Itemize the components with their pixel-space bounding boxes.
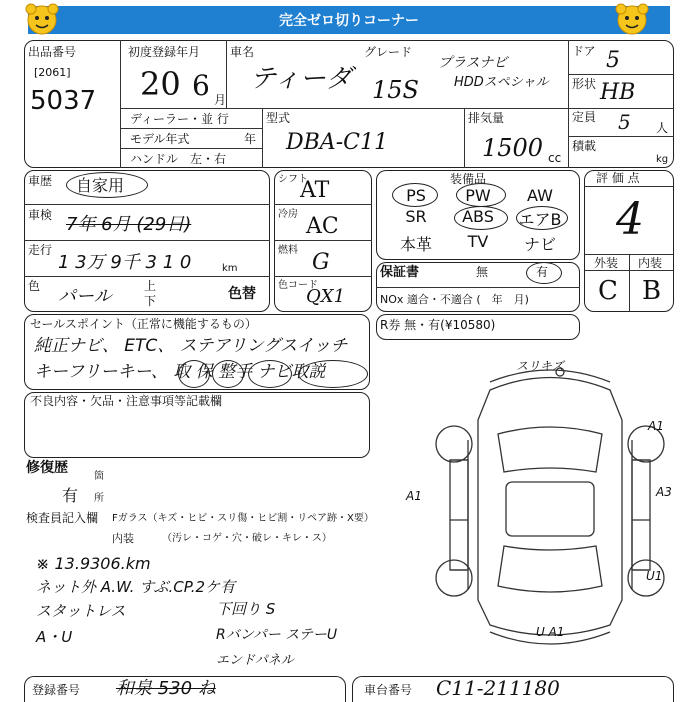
diag-label-scratch: スリキズ	[516, 359, 564, 373]
type-label: 型式	[266, 111, 291, 125]
score-label: 評 価 点	[596, 171, 640, 185]
shift-label: シフト	[278, 174, 308, 185]
ext-label: 外装	[594, 256, 619, 270]
diag-label-u1: U1	[646, 569, 663, 583]
diag-label-a1-left: A1	[406, 489, 422, 503]
model-year-label: モデル年式	[130, 132, 190, 146]
equip-ps-circle	[392, 183, 438, 207]
diag-label-a3: A3	[656, 485, 672, 499]
disp-value: 1500	[482, 134, 544, 162]
capacity-value: 5	[618, 110, 631, 134]
color-label: 色	[28, 279, 41, 293]
equip-sr: SR	[405, 207, 427, 226]
color-up: 上	[144, 279, 157, 293]
int-label: 内装	[638, 256, 663, 270]
note-1: ※ 13.9306.km	[36, 554, 151, 573]
warranty-label: 保証書	[380, 265, 420, 280]
color-down: 下	[144, 294, 157, 308]
note-right-1: 下回り S	[216, 600, 276, 618]
equip-pw-circle	[456, 183, 506, 207]
equip-leather: 本革	[399, 235, 432, 254]
grade-2: プラスナビ	[438, 55, 508, 71]
car-diagram	[410, 360, 690, 650]
inspector-label: 検査員記入欄	[26, 511, 99, 525]
chassis-label: 車台番号	[364, 683, 413, 697]
warranty-none: 無	[476, 265, 489, 279]
note-right-2: Rバンパー ステーU	[216, 627, 338, 643]
diag-label-ua1: U A1	[536, 625, 565, 639]
color-value: パール	[58, 286, 112, 307]
shape-value: HB	[600, 80, 636, 105]
interior-line: （汚レ・コゲ・穴・破レ・キレ・ス）	[162, 533, 332, 544]
equip-abs: ABS	[462, 207, 494, 226]
note-4: A・U	[36, 628, 73, 646]
int-value: B	[642, 276, 662, 306]
grade-1: 15S	[372, 76, 419, 104]
color-code-value: QX1	[306, 286, 346, 307]
reg-label: 登録番号	[32, 683, 81, 697]
ac-label: 冷房	[278, 209, 298, 220]
recycle-label: R券 無・有(¥10580)	[380, 318, 496, 332]
name-label: 車名	[230, 45, 255, 59]
grade-label: グレード	[364, 45, 413, 59]
color-code-label: 色コード	[278, 280, 318, 291]
sales-line-1: 純正ナビ、 ETC、 ステアリングスイッチ	[34, 336, 348, 356]
fuel-value: G	[312, 250, 330, 275]
mascot-icon	[612, 2, 652, 38]
kind-label: 車歴	[28, 174, 53, 188]
mileage-value: 1 3万 9千 3 1 0	[58, 252, 192, 273]
equip-airbag: エアB	[518, 210, 562, 229]
equip-airbag-circle	[516, 206, 568, 230]
equip-tv: TV	[467, 232, 489, 251]
load-unit: kg	[656, 154, 669, 165]
repair-small-1: 箇	[94, 471, 104, 482]
car-name: ティーダ	[250, 64, 352, 94]
handle-label: ハンドル 左・右	[130, 152, 227, 166]
equip-ps: PS	[406, 186, 426, 205]
banner-title: 完全ゼロ切りコーナー	[279, 13, 419, 29]
reg-value: 和泉 530 ね	[116, 678, 216, 699]
first-reg-label: 初度登録年月	[128, 45, 201, 59]
equip-pw: PW	[465, 186, 491, 205]
note-3: スタットレス	[36, 602, 126, 620]
lot-number: 5037	[30, 86, 97, 116]
equip-aw: AW	[527, 186, 553, 205]
disp-label: 排気量	[468, 111, 505, 125]
shaken-value: 7年 6月 (29日)	[66, 214, 192, 235]
grade-3: HDDスペシャル	[454, 75, 549, 90]
warranty-yes: 有	[536, 265, 549, 279]
ext-value: C	[598, 276, 618, 306]
capacity-unit: 人	[656, 121, 669, 135]
lot-label: 出品番号	[28, 45, 77, 59]
door-label: ドア	[572, 44, 596, 58]
month-suffix: 月	[214, 93, 227, 107]
sales-circle-3	[248, 360, 292, 388]
mileage-label: 走行	[28, 243, 53, 257]
lot-small: [2061]	[34, 66, 71, 79]
load-label: 積載	[572, 139, 597, 153]
shaken-label: 車検	[28, 208, 53, 222]
sales-label: セールスポイント（正常に機能するもの）	[30, 317, 257, 331]
diag-label-a1-right: A1	[648, 419, 664, 433]
color-change: 色替	[228, 286, 256, 302]
repair-small-2: 所	[94, 493, 104, 504]
equip-navi: ナビ	[523, 235, 556, 254]
year-mark: 年	[244, 132, 257, 146]
capacity-label: 定員	[572, 110, 597, 124]
equip-label: 装備品	[450, 172, 487, 186]
repair-value: 有	[62, 486, 79, 505]
warranty-circle	[526, 262, 562, 284]
kind-value: 自家用	[76, 176, 125, 195]
kind-circle	[66, 172, 148, 198]
mileage-unit: km	[222, 263, 238, 274]
equip-abs-circle	[454, 206, 508, 230]
repair-label: 修復歴	[26, 460, 68, 476]
sales-circle-1	[178, 360, 210, 388]
first-reg-month: 6	[192, 69, 210, 102]
sales-circle-4	[298, 360, 368, 388]
dealer-label: ディーラー・並 行	[130, 112, 229, 126]
score-value: 4	[616, 194, 644, 245]
door-value: 5	[606, 48, 620, 73]
ac-value: AC	[306, 214, 339, 239]
disp-unit: cc	[548, 151, 562, 165]
sales-line-2: キーフリーキー、 取 保 整手 ナビ取説	[34, 362, 326, 382]
shape-label: 形状	[572, 77, 597, 91]
mascot-icon	[22, 2, 62, 38]
note-right-3: エンドパネル	[216, 653, 294, 668]
fuel-label: 燃料	[278, 245, 298, 256]
type-value: DBA-C11	[286, 130, 388, 155]
defect-label: 不良内容・欠品・注意事項等記載欄	[30, 394, 223, 408]
note-2: ネット外 A.W. すぶ.CP.2ケ有	[36, 578, 236, 596]
sales-circle-2	[212, 360, 244, 388]
interior-label: 内装	[112, 532, 134, 545]
first-reg-year: 20	[140, 65, 181, 103]
glass-line: Fガラス（キズ・ヒビ・スリ傷・ヒビ割・リペア跡・X要）	[112, 513, 374, 524]
chassis-value: C11-211180	[436, 676, 560, 700]
shift-value: AT	[300, 178, 330, 203]
nox-label: NOx 適合・不適合 ( 年 月)	[380, 293, 529, 306]
